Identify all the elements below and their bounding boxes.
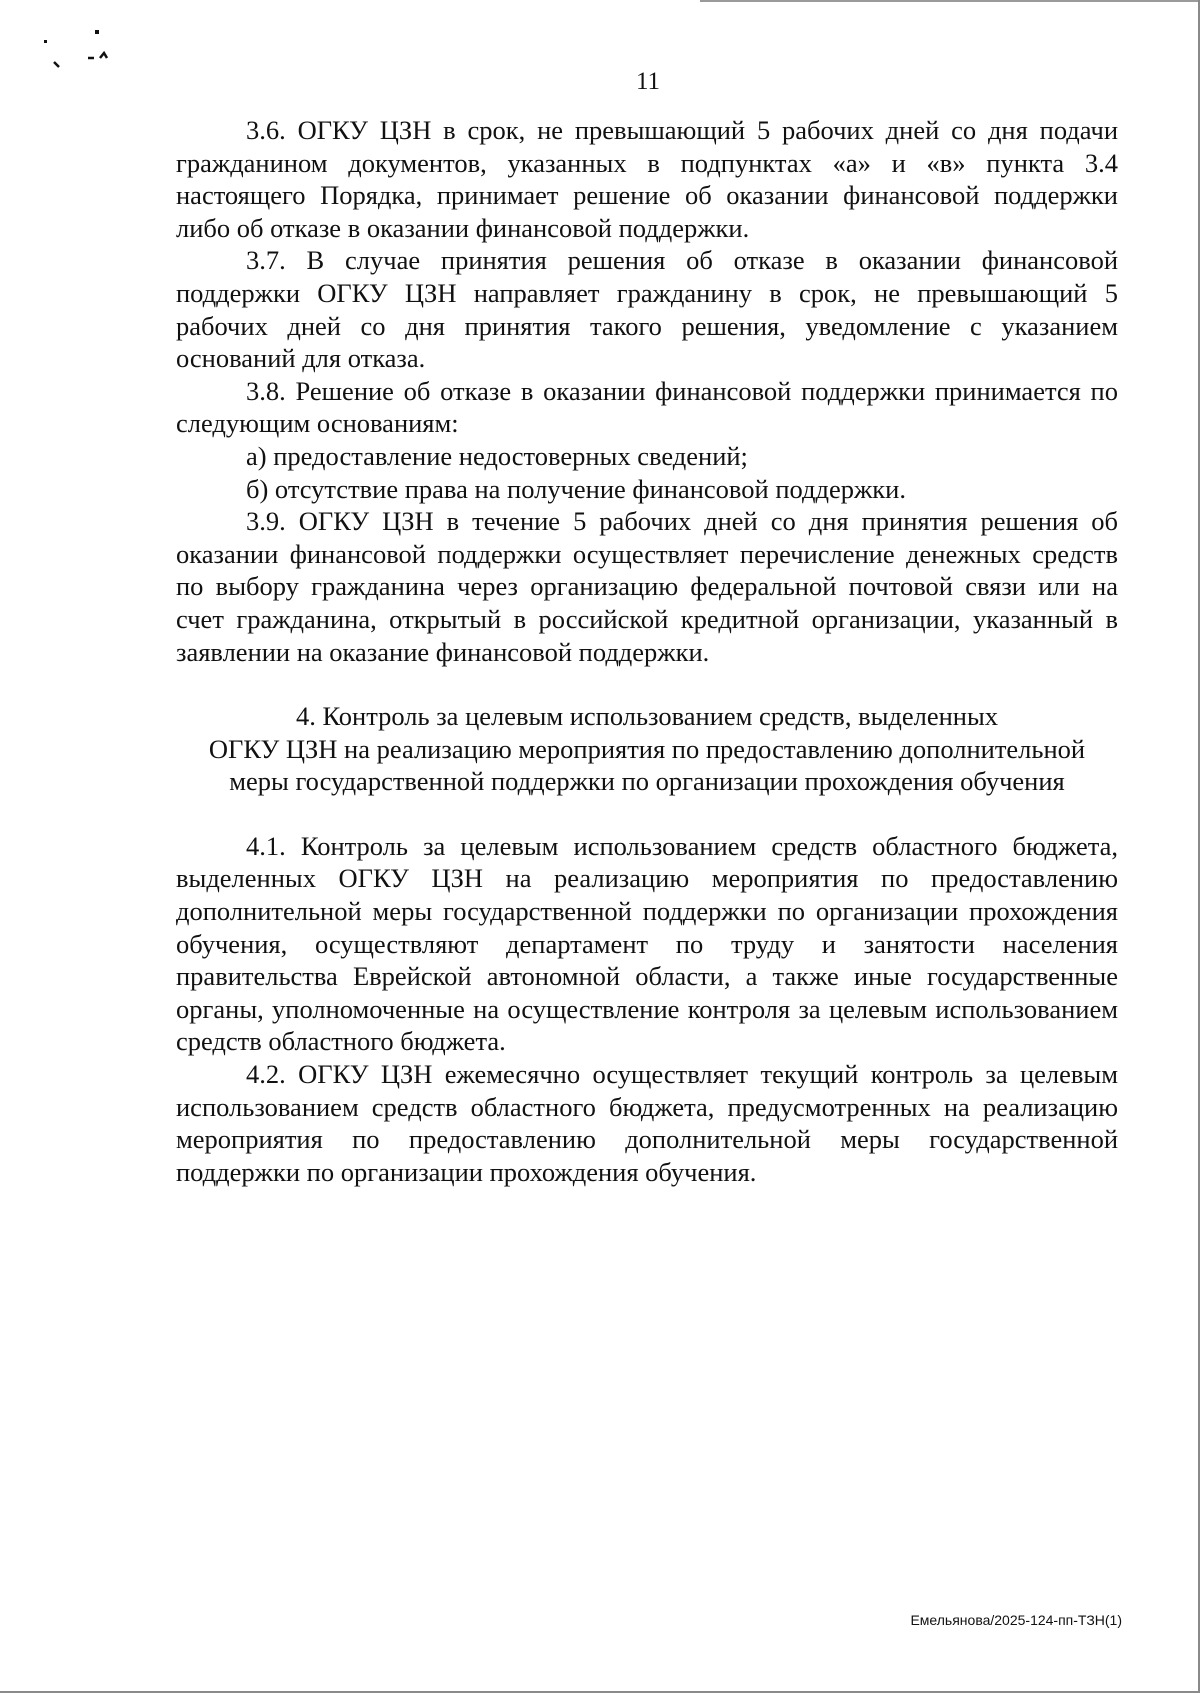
page-number: 11 [635, 68, 661, 95]
footer-document-code: Емельянова/2025-124-пп-ТЗН(1) [910, 1612, 1122, 1628]
list-item-b: б) отсутствие права на получение финансовой поддержки. [246, 473, 906, 504]
paragraph-3-8: 3.8. Решение об отказе в оказании финансовой поддержки принимается по следующим основаниям: [176, 375, 1118, 439]
list-item-a: а) предоставление недостоверных сведений; [246, 440, 748, 471]
paragraph-3-6: 3.6. ОГКУ ЦЗН в срок, не превышающий 5 рабочих дней со дня подачи гражданином документов, указанных в подпунктах «а» и «в» пункта 3.4 настоящего Порядка, принимает решение об оказании финансовой поддержки либо об отказе в оказании финансовой поддержки. [176, 115, 1118, 243]
section-heading-line-2: ОГКУ ЦЗН на реализацию мероприятия по предоставлению дополнительной [208, 733, 1086, 764]
section-heading-4 [176, 700, 1118, 798]
paragraph-4-1: 4.1. Контроль за целевым использованием средств областного бюджета, выделенных ОГКУ ЦЗН на реализацию мероприятия по предоставлению дополнительной меры государственной поддержки по организации прохождения обучения, осуществляют департамент по труду и занятости населения правительства Еврейской автономной области, а также иные государственные органы, уполномоченные на осуществление контроля за целевым использованием средств областного бюджета. [176, 830, 1118, 1057]
section-heading-line-1: 4. Контроль за целевым использованием средств, выделенных [295, 701, 999, 732]
paragraph-3-9: 3.9. ОГКУ ЦЗН в течение 5 рабочих дней со дня принятия решения об оказании финансовой поддержки осуществляет перечисление денежных средств по выбору гражданина через организацию федеральной почтовой связи или на счет гражданина, открытый в российской кредитной организации, указанный в заявлении на оказание финансовой поддержки. [176, 506, 1118, 667]
paragraph-3-7: 3.7. В случае принятия решения об отказе в оказании финансовой поддержки ОГКУ ЦЗН направляет гражданину в срок, не превышающий 5 рабочих дней со дня принятия такого решения, уведомление с указанием оснований для отказа. [176, 245, 1118, 374]
paragraph-4-2: 4.2. ОГКУ ЦЗН ежемесячно осуществляет текущий контроль за целевым использованием средств областного бюджета, предусмотренных на реализацию мероприятия по предоставлению дополнительной меры государственной поддержки по организации прохождения обучения. [176, 1059, 1118, 1187]
section-heading-line-3: меры государственной поддержки по организации прохождения обучения [229, 766, 1065, 797]
scan-edge-top [700, 0, 1200, 2]
document-body [176, 114, 1118, 1188]
